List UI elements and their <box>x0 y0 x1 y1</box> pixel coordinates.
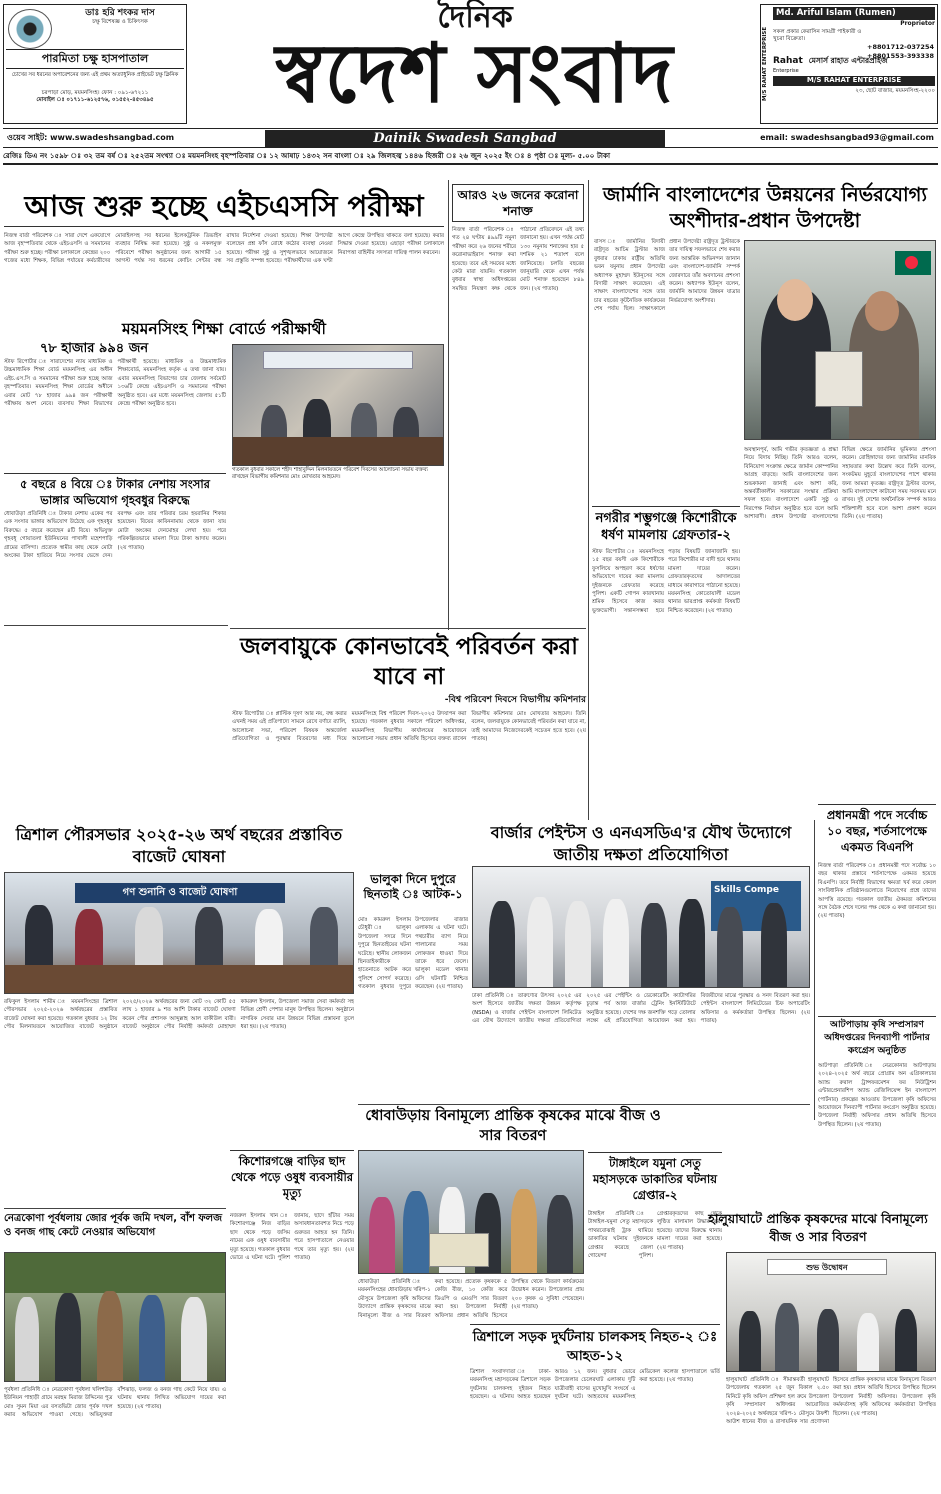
hsc-headline: আজ শুরু হচ্ছে এইচএসসি পরীক্ষা <box>4 186 444 227</box>
dhobaura-headline: ধোবাউড়ায় বিনামূল্যে প্রান্তিক কৃষকের মাঝে বীজ ও সার বিতরণ <box>365 1108 661 1144</box>
person-figure <box>255 909 283 967</box>
ad-left-tagline: চোখের সব ধরনের অপারেশনের জন্য এই প্রথম অত্যাধুনিক প্রাইভেট চক্ষু ক্লিনিক <box>11 72 179 79</box>
divider <box>814 820 815 1120</box>
person-figure <box>641 903 667 987</box>
person-figure <box>55 1293 81 1381</box>
person-figure <box>97 1291 123 1381</box>
trishal-headline: ত্রিশাল পৌরসভার ২০২৫-২৬ অর্থ বছরের প্রস্তাবিত বাজেট ঘোষনা <box>15 825 343 866</box>
environment-photo <box>232 344 444 466</box>
tangail-headline: টাঙ্গাইলে যমুনা সেতু মহাসড়কে ডাকাতির ঘটনায় গ্রেপ্তার-২ <box>588 1152 722 1203</box>
ad-right <box>760 4 938 124</box>
haluaghat-headline: হালুয়াঘাটে প্রান্তিক কৃষকদের মাঝে বিনামূল্যে বীজ ও সার বিতরণ <box>708 1211 928 1244</box>
corona-headline: আরও ২৬ জনের করোনা শনাক্ত <box>452 184 584 222</box>
germany-body-cont: অবস্থানপূর্ব, আমি গভীর কৃতজ্ঞতা ও শ্রদ্ধা নিয়ে বিদায় নিচ্ছি। তিনি আরও বলেন, বিনিয়োগ সংক্রান্ত ক্ষেত্রে জার্মান কোম্পানির আগ্রহ বাড়ছে। আমি বাংলাদেশের জন্য শুভকামনা জানাই এবং আশা করি, অন্তর্বর্তীকালীন সরকারের সংস্কার প্রক্রিয়া সফল হবে। বাংলাদেশে একটি সুষ্ঠু ও নিরপেক্ষ নির্বাচন অনুষ্ঠিত হবে বলে আমি আশাবাদী। প্রধান উপদেষ্টা বাংলাদেশের বিভিন্ন ক্ষেত্রে জার্মানির ভূমিকার প্রশংসা করেন। রোহিঙ্গাদের জন্য জার্মানির মানবিক সহায়তার কথা উল্লেখ করে তিনি বলেন, সংকটময় মুহূর্তে বাংলাদেশের পাশে থাকার জন্য আমরা কৃতজ্ঞ। রাষ্ট্রদূত ট্রস্টার বলেন, আমি বাংলাদেশে কাটানো সময় সবসময় মনে রাখব। দুই দেশের অর্থনৈতিক সম্পর্ক আরও শক্তিশালী হবে বলে আশা প্রকাশ করেন তিনি। (২য় পাতায়) <box>744 447 936 520</box>
person-figure <box>547 1195 573 1273</box>
ad-left-doctor: ডাঃ হরি শংকর দাস <box>85 8 155 18</box>
person-figure <box>817 1309 839 1371</box>
book-shape <box>815 351 863 407</box>
masthead-daily: দৈনিক <box>437 0 513 35</box>
dhobaura-body-cont <box>358 1372 466 1490</box>
table-shape <box>5 965 353 993</box>
ad-left-mobile: মোবাইল ঃ ০১৭১১-৬১২৫৭৬, ০১৫৫২-৪৫৩৪৯৫ <box>36 96 154 103</box>
flag-bangladesh <box>895 251 931 275</box>
person-figure <box>369 1197 395 1273</box>
haluaghat-photo <box>726 1252 936 1372</box>
netrokona-headline: নেত্রকোণা পূর্বধলায় জোর পূর্বক জমি দখল, বাঁশ ফলজ ও বনজ গাছ কেটে নেওয়ার অভিযোগ <box>4 1213 223 1238</box>
corona-body: নিজস্ব বার্তা পরিবেশক ঃ গত ২৪ ঘণ্টায় ৪৯৯টি নমুনা পরীক্ষা করে ২৬ জনের শরীরে করোনাভাইরাস শনাক্ত করা হয়েছে। তবে এই সময়ের মধ্যে কেউ মারা যায়নি। গতকাল বুধবার স্বাস্থ্য অধিদপ্তরের সমন্বিত নিয়ন্ত্রণ কক্ষ থেকে পাঠানো প্রতিবেদনে এই তথ্য জানানো হয়। এখন পর্যন্ত মোট ১৩০ নমুনায় শনাক্তের হার ৫ দশমিক ২১ শতাংশ বলে জানিয়েছে। চলতি বছরের জানুয়ারি থেকে এখন পর্যন্ত মোট শনাক্ত হয়েছেন ৮৪৯ জন। (২য় পাতায়) <box>452 227 584 292</box>
dhobaura-body: ধোবাউড়া প্রতিনিধি ঃ ময়মনসিংহের ধোবাউড়ায় খরিপ-১ মৌসুমে উপজেলা কৃষি অফিসের উদ্যোগে প্রান্তিক কৃষকদের মাঝে বিনামূল্যে বীজ ও সার বিতরণ করা হয়েছে। প্রত্যেক কৃষককে ৫ কেজি বীজ, ১০ কেজি করে ডিএপি ও এমওপি সার বিতরণ করা হয়। উপজেলা নির্বাহী অফিসার প্রধান অতিথি হিসেবে উপস্থিত থেকে বিতরণ কার্যক্রমের উদ্বোধন করেন। উপজেলার প্রায় ২০০ কৃষক এ সুবিধা পেয়েছেন। (২য় পাতায়) <box>358 1279 584 1319</box>
germany-headline: জার্মানি বাংলাদেশের উন্নয়নের নির্ভরযোগ্য অংশীদার-প্রধান উপদেষ্টা <box>602 183 928 232</box>
trishal-photo <box>4 872 354 994</box>
germany-photo <box>744 240 936 440</box>
ad-left <box>3 4 187 124</box>
ad-right-line1: সকল প্রকার কেরাসিন সামগ্রী পাইকারী ও খুচরা বিক্রেতা। <box>773 28 862 42</box>
trishal-accident-body: ত্রিশাল সংবাদদাতা ঃ ঢাকা-ময়মনসিংহ মহাসড়কের ত্রিশালে সড়ক দুর্ঘটনায় চালকসহ দুইজন নিহত হয়েছেন। এ ঘটনায় আহত হয়েছেন আরও ১২ জন। বুধবার ভোরে উপজেলার চেলেরঘাট এলাকায় দুটি যাত্রীবাহী বাসের মুখোমুখি সংঘর্ষে এ দুর্ঘটনা ঘটে। আহতদের ময়মনসিংহ মেডিকেল কলেজ হাসপাতালে ভর্তি করা হয়েছে। (২য় পাতায়) <box>470 1369 720 1401</box>
website-link[interactable]: ওয়েব সাইট: www.swadeshsangbad.com <box>7 133 175 142</box>
board-subhead: ৭৮ হাজার ৯৯৪ জন <box>39 341 149 356</box>
table-shape <box>233 437 443 465</box>
person-figure <box>717 907 743 987</box>
pm-headline: প্রধানমন্ত্রী পদে সর্বোচ্চ ১০ বছর, শর্তসাপেক্ষে একমত বিএনপি <box>818 804 936 855</box>
environment-photo-caption: গতকাল বুধবার সকালে শহীদ শাহাবুদ্দিন মিলনায়তনে পরিবেশ দিবসের আলোচনা সভায় বক্তব্য রাখছেন বিভাগীয় কমিশনার মোঃ মোখতার আহমেদ। <box>232 467 428 481</box>
head-shape <box>865 291 899 331</box>
person-figure <box>565 901 591 987</box>
email-link[interactable]: email: swadeshsangbad93@gmail.com <box>760 133 934 142</box>
atpara-body: আটপাড়া প্রতিনিধি ঃ নেত্রকোনার আটপাড়ায় ২০২৪-২০২৫ অর্থ বছরে প্রোগ্রাম অন এগ্রিকালচার অ্যান্ড রুরাল ট্রান্সফরমেশন ফর নিউট্রিশন এন্টারপ্রেনারশিপ অ্যান্ড রেজিলিয়েন্স ইন বাংলাদেশ (পার্টনার) প্রকল্পের আওতায় উপজেলা কৃষি অফিসের আয়োজনে দিনব্যাপী পার্টনার কংগ্রেস অনুষ্ঠিত হয়েছে। উপজেলা নির্বাহী অফিসার প্রধান অতিথি হিসেবে উপস্থিত ছিলেন। (২য় পাতায়) <box>818 1063 936 1128</box>
person-figure <box>195 907 223 967</box>
trishal-banner: গণ শুনানি ও বাজেট ঘোষণা <box>75 883 285 903</box>
ad-right-side: M/S RAHAT ENTERPRISE <box>762 26 768 102</box>
person-figure <box>25 905 53 967</box>
ad-right-brand-sub: Enterprise <box>773 67 799 74</box>
person-figure <box>775 1303 799 1371</box>
pm-body: নিজস্ব বার্তা পরিবেশক ঃ প্রধানমন্ত্রী পদে সর্বোচ্চ ১০ বছর থাকার প্রস্তাবে শর্তসাপেক্ষে একমত হয়েছে বিএনপি। তবে নির্বাহী বিভাগের ক্ষমতা খর্ব করে কেবল সাংবিধানিক প্রতিষ্ঠানগুলোতে নিয়োগের প্রশ্নে তাদের আপত্তি রয়েছে। গতকাল জাতীয় ঐকমত্য কমিশনের সঙ্গে বৈঠক শেষে দলের পক্ষ থেকে এ কথা জানানো হয়। (২য় পাতায়) <box>818 863 936 920</box>
ad-right-name: Md. Ariful Islam (Rumen) <box>773 7 935 20</box>
ad-left-hospital: পারমিতা চক্ষু হাসপাতাল <box>6 49 184 70</box>
person-figure <box>761 903 787 987</box>
ad-right-shop-bn: মেসার্স রাহাত এন্টারপ্রাইজ <box>808 56 888 66</box>
head-shape <box>777 279 813 321</box>
ad-left-address: চরপাড়া মোড়, ময়মনসিংহ। ফোন : ০৯১-৬৭২১১ <box>41 89 149 96</box>
masthead-english: Dainik Swadesh Sangbad <box>265 130 665 147</box>
person-figure <box>75 909 103 967</box>
person-figure <box>15 1297 39 1381</box>
person-figure <box>181 1297 207 1381</box>
masthead-strip <box>3 128 938 148</box>
dhobaura-photo <box>358 1150 584 1274</box>
dowry-headline: ৫ বছরে ৪ বিয়ে ঃ টাকার নেশায় সংসার ভাঙ্গার অভিযোগ গৃহবধুর বিরুদ্ধে <box>4 473 226 508</box>
ad-left-specialty: চক্ষু বিশেষজ্ঞ ও চিকিৎসক <box>92 19 148 26</box>
ad-right-address: ২৩, ছোট বাজার, ময়মনসিংহ-২২০০ <box>855 87 935 94</box>
person-figure <box>603 899 629 987</box>
climate-subhead: -বিশ্ব পরিবেশ দিবসে বিভাগীয় কমিশনার <box>444 695 586 705</box>
kishoreganj-body: নজরুল ইসলাম খান ঃ কিশোরগঞ্জে নিজ বাড়ির ছাদ থেকে পড়ে জসিম নামের এক ওষুধ ব্যবসায়ীর মৃত্যু হয়েছে। গতকাল বুধবার ভোরে এ ঘটনা ঘটে। পুলিশ জানায়, ছাদে হাঁটার সময় অসাবধানতাবশত নিচে পড়ে গুরুতর আহত হন তিনি। পরে হাসপাতালে নেওয়ার পথে তার মৃত্যু হয়। (২য় পাতায়) <box>230 1213 354 1261</box>
bhaluka-body: মোঃ কামরুল ইসলাম চৌধুরী ঃ ভালুকা উপজেলা সদরে দিনে দুপুরে ছিনতাইয়ের ঘটনা ঘটেছে। স্থানীয় লোকজন ছিনতাইকারীকে হাতেনাতে আটক করে পুলিশে সোপর্দ করেছে। গতকাল বুধবার দুপুরে উপজেলার বাজার এলাকায় এ ঘটনা ঘটে। পথচারীর ব্যাগ নিয়ে পালানোর সময় লোকজন ধাওয়া দিয়ে তাকে ধরে ফেলে। ভালুকা মডেল থানার ওসি ঘটনাটি নিশ্চিত করেছেন। (২য় পাতায়) <box>358 917 468 990</box>
climate-body: স্টাফ রিপোর্টার ঃ প্লাস্টিক দূষণ আর নয়, বন্ধ করার এখনই সময় এই প্রতিপাদ্যে সামনে রেখে বর্ণাঢ্য র‍্যালি, আলোচনা সভা, পরিবেশ বিষয়ক অন্তর্জেলা প্রতিযোগিতা ও পুরস্কার বিতরণের মধ্য দিয়ে ময়মনসিংহে বিশ্ব পরিবেশ দিবস-২০২৫ উদযাপন করা হয়েছে। গতকাল বুধবার সকালে পরিবেশ অধিদপ্তর, ময়মনসিংহ বিভাগীয় কার্যালয়ের আয়োজনে আলোচনা সভায় প্রধান অতিথি হিসেবে বক্তব্য রাখেন বিভাগীয় কমিশনার মোঃ মোখতার আহমেদ। তিনি বলেন, জলবায়ুকে কোনভাবেই পরিবর্তন করা যাবে না, তাই আমাদের নিজেদেরকেই সচেতন হতে হবে। (২য় পাতায়) <box>232 711 586 743</box>
masthead-title: স্বদেশ সংবাদ <box>275 25 675 122</box>
divider <box>358 1104 810 1105</box>
germany-body: বাসস ঃ জার্মানির বিদায়ী রাষ্ট্রদূত আচিম ট্রস্টার আজ বুধবার ঢাকায় রাষ্ট্রীয় অতিথি ভবন যমুনায় প্রধান উপদেষ্টা অধ্যাপক মুহাম্মদ ইউনূসের সঙ্গে বিদায়ী সাক্ষাৎ করেছেন। এই সাক্ষাৎ বাংলাদেশের সঙ্গে তার চার বছরের কূটনৈতিক কার্যক্রমের শেষ পর্যায় ছিল। সাক্ষাৎকালে প্রধান উপদেষ্টা রাষ্ট্রদূত ট্রস্টারকে তার দায়িত্ব সফলভাবে শেষ করার জন্য আন্তরিক অভিনন্দন জানান এবং বাংলাদেশ-জার্মানি সম্পর্ক জোরদারে তাঁর অবদানের প্রশংসা করেন। অধ্যাপক ইউনূস বলেন, জার্মানি আমাদের উন্নয়ন যাত্রার নির্ভরযোগ্য অংশীদার। <box>594 239 740 312</box>
climate-headline: জলবায়ুকে কোনভাবেই পরিবর্তন করা যাবে না <box>240 634 578 690</box>
person-figure <box>139 1295 165 1381</box>
divider <box>230 628 586 629</box>
ad-right-shop-en: M/S RAHAT ENTERPRISE <box>773 76 935 85</box>
netrokona-body: পূর্বধলা প্রতিনিধি ঃ নেত্রকোণা পূর্বধলা খলিশউড় ইউনিয়ন পাহাড়ী গ্রামে মরহুম মিরাজ উদ্দিনের পুত্র মোঃ সুমন মিয়া এর বসতভিটা জোর পূর্বক দখল করার অভিযোগ পাওয়া গেছে। অভিযুক্তরা বাঁশঝাড়, ফলজ ও বনজ গাছ কেটে নিয়ে যায়। এ ঘটনায় থানায় লিখিত অভিযোগ দায়ের করা হয়েছে। (২য় পাতায়) <box>4 1387 226 1419</box>
person-figure <box>857 1313 879 1371</box>
berger-body: ঢাকা প্রতিনিধি ঃ তারুণ্যের উৎসব ২০২৫ এর অংশ হিসেবে জাতীয় দক্ষতা উন্নয়ন কর্তৃপক্ষ (NSDA) ও বার্জার পেইন্টস বাংলাদেশ লিমিটেড এর যৌথ উদ্যোগে জাতীয় দক্ষতা প্রতিযোগিতা ২০২৫ এর পেইন্টিং ও ডেকোরেটিং ক্যাটাগরির চূড়ান্ত পর্ব আজ বার্জার ট্রেনিং ইনস্টিটিউটে অনুষ্ঠিত হয়েছে। দেশের দক্ষ জনশক্তি গড়ে তোলার লক্ষ্যে এই প্রতিযোগিতা আয়োজন করা হয়। বিজয়ীদের মাঝে পুরস্কার ও সনদ বিতরণ করা হয়। পেইন্টস বাংলাদেশ লিমিটেডের চিফ অপারেটিং অফিসার ও কর্মকর্তারা উপস্থিত ছিলেন। (২য় পাতায়) <box>472 993 810 1025</box>
trishal-body: রফিকুল ইসলাম শামীম ঃ ময়মনসিংহের ত্রিশাল পৌরসভার ২০২৫-২০২৬ অর্থবছরের প্রস্তাবিত বাজেট ঘোষনা করা হয়েছে। গতকাল বুধবার ১২ টায় পৌর মিলনায়তনে আয়োজিত বাজেট অনুষ্ঠানে ২০২৫/২০২৬ অর্থবছরের জন্য মোট ৩২ কোটি ৫৫ লাখ ১ হাজার ৯ শত আশি টাকার বাজেট ঘোষণা করেন পৌর প্রশাসক আব্দুল্লাহ আল বাকীউল বারী। বাজেট অনুষ্ঠানে পৌর নির্বাহী কর্মকর্তা মোহাম্মদ কামরুল ইসলাম, উপজেলা সমাজ সেবা কর্মকর্তা সহ বিভিন্ন শ্রেণী পেশার মানুষ উপস্থিত ছিলেন। অনুষ্ঠানে নাগরিক সেবার মান উন্নয়নে বিভিন্ন প্রস্তাবনা তুলে ধরা হয়। (২য় পাতায়) <box>4 999 354 1031</box>
tangail-body: টাঙ্গাইল প্রতিনিধি ঃ টাঙ্গাইল-যমুনা সেতু মহাসড়কে পাথরবোঝাই ট্রাক থামিয়ে ডাকাতির ঘটনায় দুইজনকে গ্রেপ্তার করেছে জেলা গোয়েন্দা পুলিশ। গ্রেপ্তারকৃতদের কাছ থেকে লুণ্ঠিত মালামাল উদ্ধার করা হয়েছে। তাদের বিরুদ্ধে থানায় মামলা দায়ের করা হয়েছে। (২য় পাতায়) <box>588 1211 722 1259</box>
nagar-body: স্টাফ রিপোর্টার ঃ ময়মনসিংহে ১৫ বছর বয়সী এক কিশোরীকে ফুসলিয়ে অপহরণ করে ধর্ষণের অভিযোগে দায়ের করা মামলায় দুইজনকে গ্রেফতার করেছে পুলিশ। একটি গোপন কারখানায় শ্রমিক হিসেবে কাজ করত ভুক্তভোগী। সন্তানসম্ভবা হয়ে পড়ায় বিষয়টি জানাজানি হয়। পরে কিশোরীর মা বাদী হয়ে থানায় মামলা দায়ের করেন। গ্রেফতারকৃতদের আদালতের মাধ্যমে কারাগারে পাঠানো হয়েছে। ময়মনসিংহ কোতোয়ালী মডেল থানার ভারপ্রাপ্ত কর্মকর্তা বিষয়টি নিশ্চিত করেছেন। (২য় পাতায়) <box>592 549 740 614</box>
divider <box>588 180 589 820</box>
berger-banner: Skills Compe <box>711 881 801 931</box>
ad-right-phone1: +8801712-037254 <box>867 43 934 51</box>
banner-shape <box>263 351 413 369</box>
ad-right-phone2: +8801553-393338 <box>867 52 934 60</box>
person-figure <box>895 1309 917 1371</box>
hsc-body: নিজস্ব বার্তা পরিবেশক ঃ সারা দেশে একযোগে আজ বৃহস্পতিবার থেকে এইচএসসি ও সমমানের পরীক্ষা শুরু হচ্ছে। পরীক্ষা চলাকালে কেন্দ্রের ২০০ গজের মধ্যে শিক্ষক, বিভিন্ন পর্যায়ের কর্মচারীদের মোবাইলসহ সব ধরনের ইলেকট্রনিক ডিভাইস ব্যবহার নিষিদ্ধ করা হয়েছে। সুষ্ঠু ও নকলমুক্ত পরিবেশে পরীক্ষা অনুষ্ঠানের জন্য আগামী ১৫ আগস্ট পর্যন্ত সব ধরনের কোচিং সেন্টার বন্ধ রাখার নির্দেশনা দেওয়া হয়েছে। শিক্ষা উপদেষ্টা বলেছেন প্রশ্ন ফাঁস রোধে কঠোর ব্যবস্থা নেওয়া হয়েছে। পরীক্ষা সুষ্ঠু ও সুশৃঙ্খলভাবে আয়োজনে সব প্রস্তুতি সম্পন্ন হয়েছে। পরীক্ষার্থীদের এক ঘণ্টা আগে কেন্দ্রে উপস্থিত থাকতে বলা হয়েছে। করার সিদ্ধান্ত দেওয়া হয়েছে। এছাড়া পরীক্ষা চলাকালে নিরাপত্তা বাহিনীর সদস্যরা দায়িত্ব পালন করবেন। <box>4 233 444 265</box>
berger-headline: বার্জার পেইন্টস ও এনএসডিএ'র যৌথ উদ্যোগে জাতীয় দক্ষতা প্রতিযোগিতা <box>490 823 792 864</box>
person-figure <box>489 901 515 987</box>
person-figure <box>511 1189 537 1273</box>
board-headline: ময়মনসিংহ শিক্ষা বোর্ডে পরীক্ষার্থী <box>122 320 326 338</box>
ad-right-role: Proprietor <box>900 20 935 28</box>
haluaghat-banner: শুভ উদ্বোধন <box>767 1259 887 1275</box>
person-figure <box>135 907 163 967</box>
person-figure <box>679 899 705 987</box>
atpara-headline: আটপাড়ায় কৃষি সম্প্রসারণ অধিদপ্তরের দিনব্যাপী পার্টনার কংগ্রেস অনুষ্ঠিত <box>818 1016 936 1058</box>
eye-icon <box>8 9 52 49</box>
kishoreganj-headline: কিশোরগঞ্জে বাড়ির ছাদ থেকে পড়ে ওষুধ ব্যবসায়ীর মৃত্যু <box>230 1150 354 1201</box>
bhaluka-headline: ভালুকা দিনে দুপুরে ছিনতাই ঃ আটক-১ <box>363 872 463 901</box>
person-figure <box>739 1311 761 1371</box>
haluaghat-body: হালুয়াঘাট প্রতিনিধি ঃ সীমান্তবর্তী হালুয়াঘাট উপজেলায় গতকাল ২৫ জুন বিকাল ২.৫০ মিনিটে কৃষি অফিস প্রশিক্ষণ হল রুমে উপজেলা কৃষি সম্প্রসারণ অধিদপ্তর আয়োজিত ২০২৪-২০২৫ অর্থবছরে খরিপ-১ মৌসুমে উফশী আউশ ধানের বীজ ও রাসায়নিক সার প্রণোদনা হিসেবে প্রান্তিক কৃষকদের মাঝে বিনামূল্যে বিতরণ করা হয়। প্রধান অতিথি হিসেবে উপস্থিত ছিলেন উপজেলা নির্বাহী অফিসার। উপজেলা কৃষি কর্মকর্তাসহ কৃষি অফিসের কর্মকর্তারা উপস্থিত ছিলেন। (২য় পাতায়) <box>726 1377 936 1425</box>
dateline: রেজিঃ ডিএ নং ১৫৯৮ ঃ ৩২ তম বর্ষ ঃ ২৫২তম সংখ্যা ঃ ময়মনসিংহ বৃহস্পতিবার ঃ ১২ আষাঢ় ১৪৩২ সন বাংলা ঃ ২৯ জিলহজ্ব ১৪৪৬ হিজরী ঃ ২৬ জুন ২০২৫ ইং ঃ ৪ পৃষ্ঠা ঃ মূল্য- ৫.০০ টাকা <box>3 151 938 165</box>
person-figure <box>403 1191 429 1273</box>
divider <box>4 625 228 626</box>
ad-right-brand: Rahat <box>773 56 803 67</box>
person-figure <box>527 897 553 987</box>
berger-photo <box>472 866 810 988</box>
divider <box>448 180 449 630</box>
trishal-accident-headline: ত্রিশালে সড়ক দুর্ঘটনায় চালকসহ নিহত-২ ঃ আহত-১২ <box>470 1324 720 1366</box>
seed-bag-shape <box>429 1233 489 1267</box>
person-figure <box>310 907 338 967</box>
dowry-body: ধোবাউড়া প্রতিনিধি ঃ টাকার নেশায় একের পর এক সংসার ভাঙ্গার অভিযোগ উঠেছে এক গৃহবধুর বিরুদ্ধে। ৫ বছরে করেছেন ৪টি বিয়ে। অভিযুক্ত গৃহবধূ গোয়াতলা ইউনিয়নের পাখালী মহেশপাড়ি গ্রামের বাসিন্দা। প্রত্যেক স্বামীর কাছ থেকে মোটা অংকের টাকা হাতিয়ে নিয়ে সংসার ভেঙ্গে দেন। বরপক্ষ এবং তার পরিবার চরম হয়রানির শিকার হয়েছেন। বিয়ের কাবিননামায় থেকে জানা যায় মোটা অংকের দেনমোহর লেখা হয়। পরে পরিকল্পিতভাবে মামলা দিয়ে টাকা আদায় করেন। (২য় পাতায়) <box>4 511 226 559</box>
divider <box>4 1208 226 1209</box>
netrokona-photo <box>4 1252 226 1382</box>
tree-shape <box>5 1253 225 1293</box>
board-body: স্টাফ রিপোর্টার ঃ সারাদেশের ন্যায় মাধ্যমিক ও উচ্চমাধ্যমিক শিক্ষা বোর্ড ময়মনসিংহ এর অধীন এইচ.এস.সি ও সমমানের পরীক্ষা শুরু হচ্ছে আজ বৃহস্পতিবার। ময়মনসিংহ শিক্ষা বোর্ডের অধীনে এবার মোট ৭৮ হাজার ৯৯৪ জন পরীক্ষার্থী পরীক্ষায় অংশ নেবে। ব্যবসায় শিক্ষা বিভাগের পরীক্ষার্থী হয়েছে। মাধ্যমিক ও উচ্চমাধ্যমিক শিক্ষাবোর্ড, ময়মনসিংহ কর্তৃক এ তথ্য জানা যায়। এবার ময়মনসিংহ বিভাগের চার জেলায় সর্বমোট ১৩৬টি কেন্দ্রে এইচএসসি ও সমমানের পরীক্ষা অনুষ্ঠিত হবে। এর মধ্যে ময়মনসিংহ জেলায় ৫১টি কেন্দ্রে পরীক্ষা অনুষ্ঠিত হবে। <box>4 359 226 407</box>
nagar-headline: নগরীর শম্ভুগঞ্জে কিশোরীকে ধর্ষণ মামলায় গ্রেফতার-২ <box>592 506 740 544</box>
